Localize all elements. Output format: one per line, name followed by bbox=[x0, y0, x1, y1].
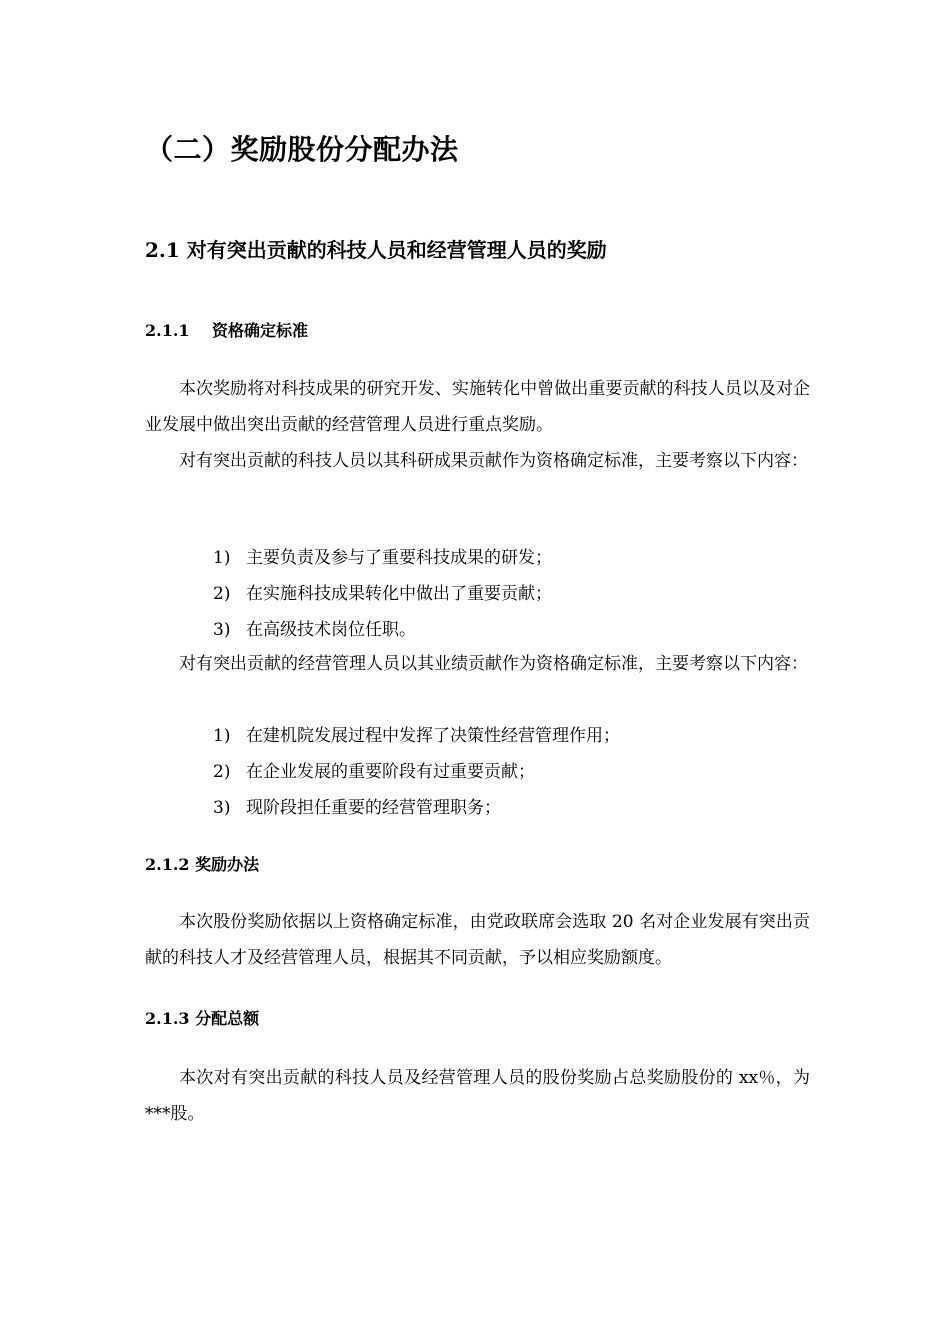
section-2-1-1-heading bbox=[145, 318, 308, 341]
paragraph-tech-staff-criteria: 对有突出贡献的科技人员以其科研成果贡献作为资格确定标准，主要考察以下内容： bbox=[179, 451, 808, 471]
section-2-1-1-title: 资格确定标准 bbox=[212, 321, 309, 340]
document-title: （二）奖励股份分配办法 bbox=[145, 133, 459, 166]
list-item bbox=[213, 540, 552, 576]
list-item-text: 主要负责及参与了重要科技成果的研发； bbox=[246, 548, 552, 568]
list-item-text: 在企业发展的重要阶段有过重要贡献； bbox=[246, 762, 535, 782]
list-item bbox=[213, 612, 552, 648]
section-2-1-1-number: 2.1.1 bbox=[145, 321, 190, 340]
list-item-text: 在高级技术岗位任职。 bbox=[246, 620, 416, 640]
paragraph-total-allocation: 本次对有突出贡献的科技人员及经营管理人员的股份奖励占总奖励股份的 xx％，为***股。 bbox=[145, 1068, 810, 1124]
list-item bbox=[213, 790, 620, 826]
list-item bbox=[213, 718, 620, 754]
paragraph-reward-method: 本次股份奖励依据以上资格确定标准，由党政联席会选取 20 名对企业发展有突出贡献的科技人才及经营管理人员，根据其不同贡献，予以相应奖励额度。 bbox=[145, 912, 810, 968]
list-item bbox=[213, 576, 552, 612]
list-marker: 3) bbox=[213, 798, 231, 818]
list-item-text: 在实施科技成果转化中做出了重要贡献； bbox=[246, 584, 552, 604]
list-marker: 3) bbox=[213, 620, 231, 640]
section-2-1-3-heading: 2.1.3 分配总额 bbox=[145, 1009, 260, 1028]
management-criteria-list bbox=[213, 718, 620, 826]
paragraph-management-criteria: 对有突出贡献的经营管理人员以其业绩贡献作为资格确定标准，主要考察以下内容： bbox=[179, 654, 808, 674]
list-item bbox=[213, 754, 620, 790]
list-marker: 1) bbox=[213, 548, 231, 568]
list-marker: 1) bbox=[213, 726, 231, 746]
tech-staff-criteria-list bbox=[213, 540, 552, 648]
list-item-text: 在建机院发展过程中发挥了决策性经营管理作用； bbox=[246, 726, 620, 746]
list-marker: 2) bbox=[213, 762, 231, 782]
section-2-1-2-heading: 2.1.2 奖励办法 bbox=[145, 855, 260, 874]
section-2-1-heading: 2.1 对有突出贡献的科技人员和经营管理人员的奖励 bbox=[145, 238, 607, 262]
list-marker: 2) bbox=[213, 584, 231, 604]
list-item-text: 现阶段担任重要的经营管理职务； bbox=[246, 798, 501, 818]
paragraph-qualification-intro: 本次奖励将对科技成果的研究开发、实施转化中曾做出重要贡献的科技人员以及对企业发展中做出突出贡献的经营管理人员进行重点奖励。 bbox=[145, 379, 810, 435]
